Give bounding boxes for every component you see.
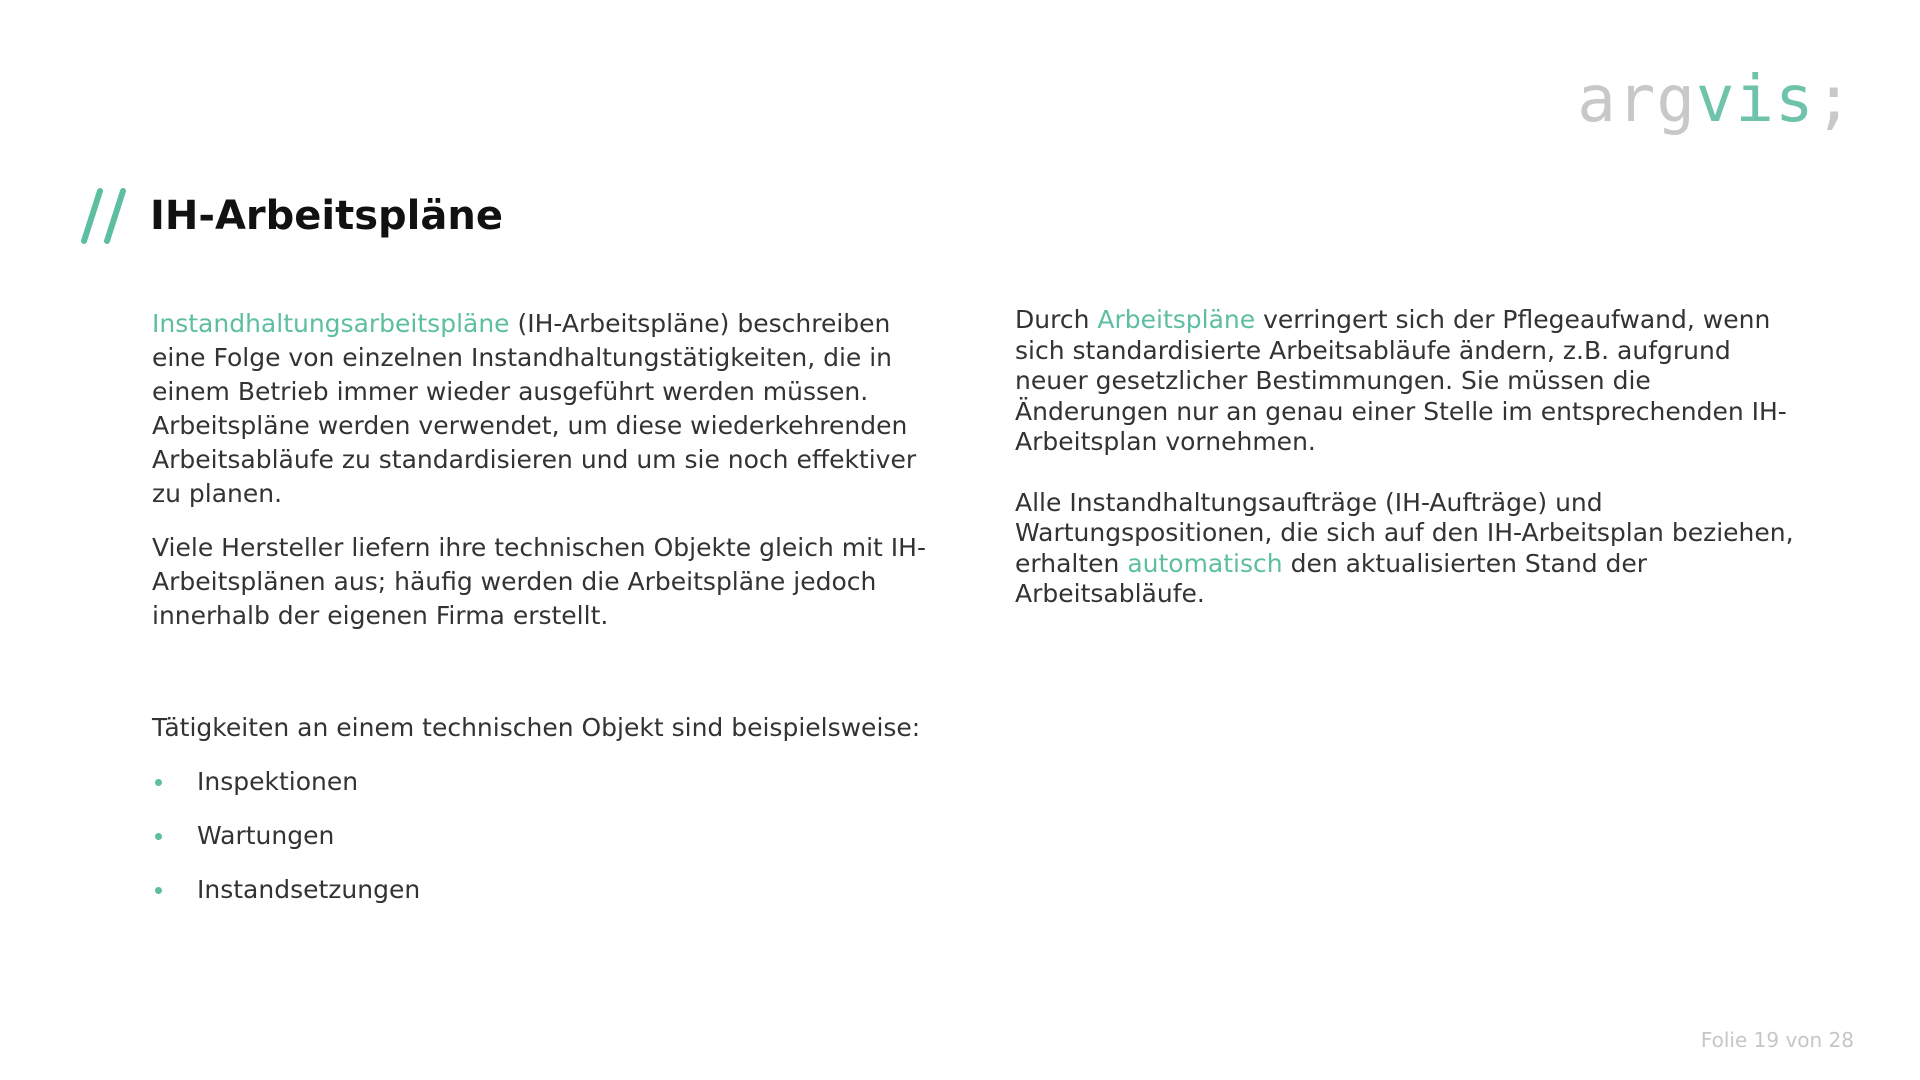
highlight-term: automatisch	[1127, 548, 1283, 578]
left-paragraph-3: Tätigkeiten an einem technischen Objekt sind beispielsweise:	[152, 713, 921, 742]
list-item-label: Inspektionen	[197, 767, 359, 796]
bullet-icon	[155, 779, 162, 786]
left-paragraph-1	[152, 307, 932, 511]
logo-part-semicolon: ;	[1814, 63, 1854, 137]
paragraph-text: (IH-Arbeitspläne) beschreiben eine Folge von einzelnen Instandhaltungstätigkeiten, die in einem Betrieb immer wieder ausgeführt werden müssen. Arbeitspläne werden verwendet, um diese wiederkehrenden Arbeitsabläufe zu standardisieren und um sie noch effektiver zu planen.	[152, 309, 917, 508]
list-item	[152, 765, 932, 799]
argvis-logo	[1577, 63, 1854, 137]
paragraph-text: den aktualisierten Stand der Arbeitsabläufe.	[1015, 548, 1648, 608]
right-column	[1015, 305, 1795, 610]
double-slash-icon	[80, 188, 128, 244]
bullet-icon	[155, 887, 162, 894]
page-title: IH-Arbeitspläne	[150, 193, 503, 239]
logo-part-arg: arg	[1577, 63, 1696, 137]
paragraph-text: Durch	[1015, 305, 1098, 334]
left-paragraph-2: Viele Hersteller liefern ihre technischen Objekte gleich mit IH-Arbeitsplänen aus; häufig werden die Arbeitspläne jedoch innerhalb der eigenen Firma erstellt.	[152, 533, 926, 630]
right-paragraph-2	[1015, 488, 1795, 610]
slide-counter: Folie 19 von 28	[1700, 1028, 1854, 1052]
bullet-icon	[155, 833, 162, 840]
list-item	[152, 873, 932, 907]
paragraph-text: verringert sich der Pflegeaufwand, wenn sich standardisierte Arbeitsabläufe ändern, z.B. aufgrund neuer gesetzlicher Bestimmungen. Sie müssen die Änderungen nur an genau einer Stelle im entsprechenden IH-Arbeitsplan vornehmen.	[1015, 305, 1787, 456]
list-item-label: Wartungen	[197, 821, 335, 850]
highlight-term: Arbeitspläne	[1097, 305, 1256, 334]
list-item-label: Instandsetzungen	[197, 875, 421, 904]
right-paragraph-1	[1015, 305, 1795, 458]
highlight-term: Instandhaltungsarbeitspläne	[152, 309, 510, 338]
list-item	[152, 819, 932, 853]
logo-part-vis: vis	[1695, 63, 1815, 137]
paragraph-text: Alle Instandhaltungsaufträge (IH-Aufträge) und Wartungspositionen, die sich auf den IH-Arbeitsplan beziehen, erhalten	[1015, 487, 1794, 578]
activity-list	[152, 765, 932, 907]
left-column	[152, 307, 932, 927]
title-block	[80, 188, 503, 244]
